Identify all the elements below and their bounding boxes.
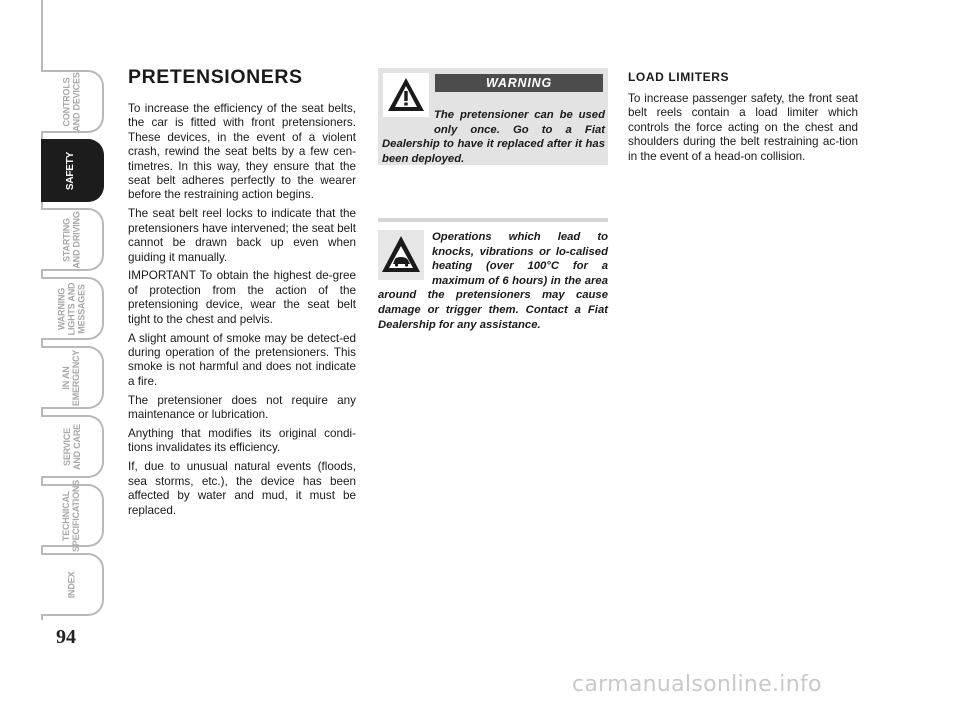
body-paragraph: Anything that modifies its original condi-tions invalidates its efficiency. bbox=[128, 427, 356, 455]
section-heading: PRETENSIONERS bbox=[128, 66, 303, 88]
tab-label: CONTROLS AND DEVICES bbox=[61, 71, 82, 132]
warning-text: The pretensioner can be used only once. Go to a Fiat Dealership to have it replaced after it has been deployed. bbox=[382, 109, 605, 166]
body-paragraph: The pretensioner does not require any maintenance or lubrication. bbox=[128, 393, 356, 422]
tab-service-and-care[interactable] bbox=[41, 415, 104, 478]
body-paragraph: To increase the efficiency of the seat belts, the car is fitted with front pretensioners. These devices, in the event of a violent crash, rewind the seat belts by a few cen-timetres. In this way, they ensure that the seat belt adheres perfectly to the wearer before the restraining action begins. bbox=[128, 102, 356, 202]
car-caution-triangle-icon bbox=[378, 230, 424, 280]
tab-controls-and-devices[interactable] bbox=[41, 70, 104, 133]
tab-starting-and-driving[interactable] bbox=[41, 208, 104, 271]
tab-safety[interactable] bbox=[41, 139, 104, 202]
warning-title: WARNING bbox=[435, 74, 603, 92]
tab-label: INDEX bbox=[66, 571, 77, 598]
tab-label: WARNING LIGHTS AND MESSAGES bbox=[56, 282, 87, 335]
section-subheading: LOAD LIMITERS bbox=[628, 70, 730, 84]
body-paragraph: If, due to unusual natural events (floods, sea storms, etc.), the device has been affected by water and mud, it must be replaced. bbox=[128, 460, 356, 517]
body-paragraph: IMPORTANT To obtain the highest de-gree of protection from the action of the pretensioning device, wear the seat belt tight to the chest and pelvis. bbox=[128, 269, 356, 326]
tab-warning-lights-and-messages[interactable] bbox=[41, 277, 104, 340]
caution-text: Operations which lead to knocks, vibrations or lo-calised heating (over 100°C for a maximum of 6 hours) in the area around the pretensioners may cause damage or trigger them. Contact a Fiat Dealership for any assistance. bbox=[378, 231, 608, 331]
warning-box bbox=[378, 68, 608, 165]
body-paragraph: The seat belt reel locks to indicate that the pretensioners have intervened; the seat belt cannot be drawn back up even when guiding it manually. bbox=[128, 207, 356, 264]
watermark: carmanualsonline.info bbox=[572, 672, 822, 697]
load-limiters-section bbox=[628, 70, 858, 169]
tab-index[interactable] bbox=[41, 553, 104, 616]
tab-label: SAFETY bbox=[65, 151, 77, 190]
tab-label: TECHNICAL SPECIFICATIONS bbox=[61, 479, 82, 552]
tab-label: SERVICE AND CARE bbox=[61, 423, 82, 470]
tab-technical-specifications[interactable] bbox=[41, 479, 104, 552]
tab-label: STARTING AND DRIVING bbox=[61, 210, 82, 269]
tab-label: IN AN EMERGENCY bbox=[61, 349, 82, 406]
body-paragraph: A slight amount of smoke may be detect-ed during operation of the pretensioners. This smoke is not harmful and does not indicate a fire. bbox=[128, 331, 356, 388]
page-number: 94 bbox=[56, 626, 76, 648]
section-tabs bbox=[41, 0, 107, 620]
body-paragraph: To increase passenger safety, the front seat belt reels contain a load limiter which controls the force acting on the chest and shoulders during the belt restraining ac-tion in the event of a head-on collision. bbox=[628, 92, 858, 163]
tab-in-an-emergency[interactable] bbox=[41, 346, 104, 409]
caution-note bbox=[378, 218, 608, 332]
pretensioners-section bbox=[128, 66, 356, 522]
